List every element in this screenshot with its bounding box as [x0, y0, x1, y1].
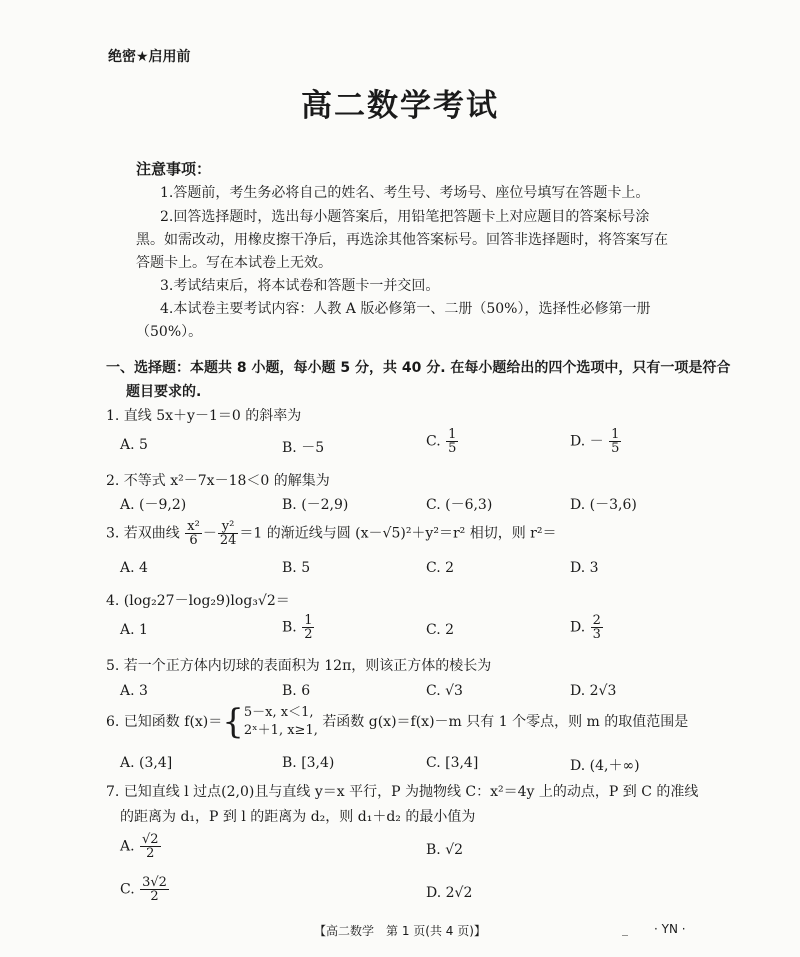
q2-option-c: C. (－6,3)	[426, 497, 493, 513]
q4-option-d-fraction	[591, 614, 603, 641]
q1-option-c-letter: C.	[426, 433, 441, 450]
q1-option-b: B. －5	[282, 440, 325, 456]
question-7-stem-2: 的距离为 d₁，P 到 l 的距离为 d₂，则 d₁＋d₂ 的最小值为	[120, 809, 476, 825]
question-3-stem	[106, 520, 556, 547]
q7-option-c-fraction	[140, 876, 169, 903]
q7-option-b: B. √2	[426, 842, 464, 858]
q6-case-1: 5－x, x＜1,	[243, 705, 314, 720]
q6-option-a: A. (3,4]	[120, 755, 173, 771]
q7-option-c-letter: C.	[120, 881, 135, 898]
q6-option-b: B. [3,4)	[282, 755, 335, 771]
notice-line-6: 4.本试卷主要考试内容：人教 A 版必修第一、二册（50%），选择性必修第一册	[160, 301, 651, 317]
q3-f1-num: x²	[187, 519, 200, 534]
q2-option-a: A. (－9,2)	[120, 497, 187, 513]
q4-b-den: 2	[304, 627, 313, 642]
q4-option-c: C. 2	[426, 622, 455, 638]
q4-d-den: 3	[592, 627, 601, 642]
q3-option-c: C. 2	[426, 560, 455, 576]
q4-option-a: A. 1	[120, 622, 148, 638]
notice-line-1: 1.答题前，考生务必将自己的姓名、考生号、考场号、座位号填写在答题卡上。	[160, 185, 650, 201]
q6-option-c: C. [3,4]	[426, 755, 479, 771]
section-heading-cont: 题目要求的.	[126, 384, 202, 400]
q7-c-den: 2	[150, 889, 159, 904]
q7-option-a-fraction	[140, 833, 161, 860]
q1-option-a: A. 5	[120, 437, 148, 453]
notice-line-3: 黑。如需改动，用橡皮擦干净后，再选涂其他答案标号。回答非选择题时，将答案写在	[136, 232, 668, 248]
q2-option-d: D. (－3,6)	[570, 497, 637, 513]
question-1-stem: 1. 直线 5x＋y－1＝0 的斜率为	[106, 408, 302, 424]
q3-stem-pre: 3. 若双曲线	[106, 525, 180, 542]
q4-option-b	[282, 614, 315, 641]
question-4-stem: 4. (log₂27－log₂9)log₃√2＝	[106, 593, 290, 609]
confidential-label: 绝密★启用前	[108, 49, 191, 65]
q1-c-den: 5	[448, 441, 457, 456]
q6-piecewise	[244, 704, 318, 740]
q6-stem-post: 若函数 g(x)＝f(x)－m 只有 1 个零点，则 m 的取值范围是	[322, 714, 689, 730]
q5-option-b: B. 6	[282, 683, 311, 699]
notice-line-7: （50%）。	[136, 324, 203, 340]
notice-line-5: 3.考试结束后，将本试卷和答题卡一并交回。	[160, 278, 440, 294]
notice-line-2: 2.回答选择题时，选出每小题答案后，用铅笔把答题卡上对应题目的答案标号涂	[160, 209, 650, 225]
q4-option-d-letter: D.	[570, 619, 586, 636]
section-heading: 一、选择题：本题共 8 小题，每小题 5 分，共 40 分. 在每小题给出的四个选项中，只有一项是符合	[106, 360, 731, 376]
exam-title: 高二数学考试	[301, 88, 499, 124]
q4-option-b-letter: B.	[282, 619, 297, 636]
notice-heading: 注意事项：	[136, 160, 212, 178]
q6-case-2: 2ˣ＋1, x≥1,	[243, 723, 318, 738]
q7-a-num: √2	[142, 832, 159, 847]
piecewise-brace: {	[222, 702, 244, 742]
q1-d-num: 1	[611, 427, 620, 442]
q6-option-d: D. (4,＋∞)	[570, 758, 640, 774]
question-7-stem-1: 7. 已知直线 l 过点(2,0)且与直线 y＝x 平行，P 为抛物线 C：x²＝4y 上的动点，P 到 C 的准线	[106, 784, 699, 800]
question-5-stem: 5. 若一个正方体内切球的表面积为 12π，则该正方体的棱长为	[106, 658, 492, 674]
q3-option-b: B. 5	[282, 560, 311, 576]
q1-option-c-fraction	[446, 428, 458, 455]
notice-line-4: 答题卡上。写在本试卷上无效。	[136, 255, 332, 271]
q3-fraction-y	[218, 520, 239, 547]
q7-c-num: 3√2	[142, 875, 167, 890]
q3-f1-den: 6	[189, 533, 198, 548]
q7-a-den: 2	[146, 846, 155, 861]
q1-option-d-fraction	[609, 428, 621, 455]
q3-option-a: A. 4	[120, 560, 148, 576]
q1-option-c	[426, 428, 459, 455]
q7-option-a-letter: A.	[120, 838, 135, 855]
q3-f2-den: 24	[219, 533, 237, 548]
q5-option-a: A. 3	[120, 683, 148, 699]
q7-option-a	[120, 833, 162, 860]
q2-option-b: B. (－2,9)	[282, 497, 349, 513]
q1-option-d-letter: D. －	[570, 433, 604, 450]
question-6-stem	[106, 704, 688, 740]
page-footer: 【高二数学 第 1 页(共 4 页)】	[314, 924, 486, 938]
q4-option-d	[570, 614, 604, 641]
q5-option-d: D. 2√3	[570, 683, 617, 699]
q1-option-d	[570, 428, 622, 455]
footer-dash: _	[622, 922, 628, 936]
q3-fraction-x	[185, 520, 202, 547]
q3-option-d: D. 3	[570, 560, 599, 576]
q4-d-num: 2	[592, 613, 601, 628]
q3-minus: －	[202, 525, 217, 542]
q6-stem-pre: 6. 已知函数 f(x)＝	[106, 714, 223, 730]
q4-b-num: 1	[304, 613, 313, 628]
q3-stem-post: ＝1 的渐近线与圆 (x－√5)²＋y²＝r² 相切，则 r²＝	[239, 525, 557, 542]
footer-code: · YN ·	[654, 922, 686, 936]
question-2-stem: 2. 不等式 x²－7x－18＜0 的解集为	[106, 473, 330, 489]
q5-option-c: C. √3	[426, 683, 463, 699]
q3-f2-num: y²	[218, 520, 239, 534]
q7-option-c	[120, 876, 170, 903]
q1-d-den: 5	[611, 441, 620, 456]
q1-c-num: 1	[448, 427, 457, 442]
q7-option-d: D. 2√2	[426, 885, 473, 901]
q4-option-b-fraction	[302, 614, 314, 641]
